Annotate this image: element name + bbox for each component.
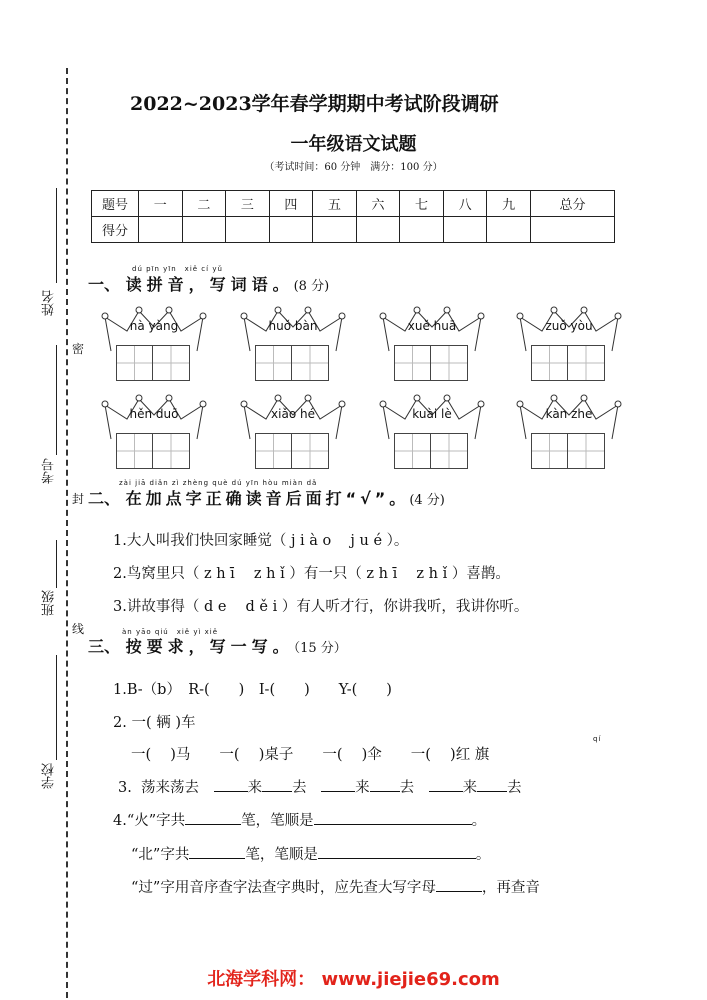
q3-lai: 来 (462, 780, 478, 796)
q3-label: 3. 荡来荡去 (118, 780, 200, 796)
col-9: 九 (487, 191, 531, 217)
q4c-text: “过”字用音序查字法查字典时，应先查大写字母 (131, 880, 436, 896)
score-cell[interactable] (139, 217, 183, 243)
pinyin-label: nà yàng (129, 319, 179, 333)
section3-q4c (131, 876, 540, 897)
tianzige-grid[interactable] (394, 345, 468, 381)
class-label: 班级 (42, 590, 57, 616)
exam-no-label: 考号 (42, 458, 57, 484)
footer-watermark: 北海学科网： www.jiejie69.com (207, 969, 500, 990)
blank[interactable] (318, 844, 476, 859)
writing-cell[interactable] (431, 345, 468, 381)
pinyin-label: xuě huā (407, 319, 457, 333)
section3-pinyin: àn yāo qiú xiě yì xiě (122, 628, 219, 636)
blank[interactable] (189, 844, 245, 859)
question-no-label: 题号 (92, 191, 139, 217)
blank[interactable] (185, 810, 241, 825)
section3-number: 三、 (88, 637, 121, 656)
section3-q2: 2. 一( 辆 )车 (113, 715, 196, 731)
section1-number: 一、 (88, 275, 121, 294)
tianzige-grid[interactable] (394, 433, 468, 469)
q3-lai: 来 (355, 780, 370, 796)
pinyin-label: hěn duō (129, 407, 179, 421)
q3-qu: 去 (507, 780, 522, 796)
score-cell[interactable] (313, 217, 357, 243)
table-row (92, 191, 615, 217)
col-4: 四 (269, 191, 313, 217)
q3-qu: 去 (399, 780, 415, 796)
section1-heading (88, 272, 329, 295)
q4b-text: “北”字共 (131, 847, 190, 863)
score-cell[interactable] (269, 217, 313, 243)
score-label: 得分 (92, 217, 139, 243)
class-line (56, 540, 57, 588)
col-3: 三 (226, 191, 270, 217)
tianzige-grid[interactable] (531, 433, 605, 469)
blank[interactable] (370, 777, 400, 792)
school-line (56, 655, 57, 760)
writing-cell[interactable] (394, 345, 431, 381)
paper-subtitle: 一年级语文试题 (290, 134, 417, 155)
name-line (56, 188, 57, 283)
seal-xian: 线 (72, 622, 85, 636)
col-1: 一 (139, 191, 183, 217)
tianzige-grid[interactable] (116, 345, 190, 381)
writing-cell[interactable] (394, 433, 431, 469)
score-cell[interactable] (443, 217, 487, 243)
section3-q2-items: 一( )马 一( )桌子 一( )伞 一( )红 旗 (131, 747, 490, 763)
score-cell[interactable] (356, 217, 400, 243)
tianzige-grid[interactable] (531, 345, 605, 381)
blank[interactable] (429, 777, 463, 792)
seal-mi: 密 (72, 342, 85, 356)
section3-q4a (113, 809, 486, 830)
writing-cell[interactable] (292, 433, 329, 469)
section2-pinyin: zài jiā diǎn zì zhèng què dú yīn hòu miàn dǎ (119, 479, 318, 487)
writing-cell[interactable] (153, 433, 190, 469)
section3-title: 按要求，写一写。 (125, 637, 294, 656)
q4b-bi: 笔，笔顺是 (245, 847, 318, 863)
section1-score: (8 分) (293, 279, 330, 294)
writing-cell[interactable] (431, 433, 468, 469)
seal-feng: 封 (72, 492, 85, 506)
tianzige-grid[interactable] (255, 433, 329, 469)
blank[interactable] (214, 777, 248, 792)
exam-note: （考试时间：60 分钟 满分：100 分） (264, 162, 443, 173)
q3-lai: 来 (247, 780, 263, 796)
tianzige-grid[interactable] (116, 433, 190, 469)
writing-cell[interactable] (255, 345, 292, 381)
binding-dashed-line (66, 68, 68, 998)
writing-cell[interactable] (292, 345, 329, 381)
score-cell[interactable] (400, 217, 444, 243)
section2-q3: 3.讲故事得（ d e d ě i ）有人听才行，你讲我听，我讲你听。 (113, 599, 529, 615)
section3-q1: 1.B-（b） R-( ) I-( ) Y-( ) (113, 682, 392, 698)
section3-q2-pinyin: qí (593, 735, 602, 743)
q4a-bi: 笔，笔顺是 (241, 813, 314, 829)
writing-cell[interactable] (116, 433, 153, 469)
section1-pinyin: dú pīn yīn xiě cí yǔ (132, 265, 223, 273)
section1-title: 读拼音，写词语。 (125, 275, 294, 294)
blank[interactable] (314, 810, 472, 825)
section2-heading (88, 486, 445, 509)
section3-q3 (118, 776, 522, 797)
pinyin-label: zuǒ yòu (545, 319, 593, 333)
score-cell[interactable] (182, 217, 226, 243)
q4a-text: 4.“火”字共 (113, 813, 186, 829)
writing-cell[interactable] (116, 345, 153, 381)
writing-cell[interactable] (568, 433, 605, 469)
section2-title: 在加点字正确读音后面打“√”。 (125, 489, 410, 508)
section2-q1: 1.大人叫我们快回家睡觉（ j i à o j u é ）。 (113, 533, 409, 549)
score-table (91, 190, 615, 243)
page-title: 2022~2023学年春学期期中考试阶段调研 (130, 93, 499, 115)
blank[interactable] (477, 777, 507, 792)
col-total: 总分 (530, 191, 614, 217)
blank[interactable] (321, 777, 355, 792)
section3-q4b (131, 843, 490, 864)
writing-cell[interactable] (531, 345, 568, 381)
blank[interactable] (262, 777, 292, 792)
pinyin-label: xiǎo hé (271, 407, 315, 421)
writing-cell[interactable] (568, 345, 605, 381)
q3-qu: 去 (292, 780, 307, 796)
writing-cell[interactable] (153, 345, 190, 381)
table-row (92, 217, 615, 243)
col-8: 八 (443, 191, 487, 217)
col-5: 五 (313, 191, 357, 217)
q4c-tail: ，再查音 (481, 880, 540, 896)
score-cell[interactable] (226, 217, 270, 243)
blank[interactable] (436, 877, 482, 892)
section2-number: 二、 (88, 489, 121, 508)
tianzige-grid[interactable] (255, 345, 329, 381)
col-7: 七 (400, 191, 444, 217)
section3-heading (88, 634, 347, 657)
pinyin-label: huǒ bàn (268, 319, 318, 333)
school-label: 学校 (42, 763, 57, 789)
section2-score: (4 分) (409, 493, 445, 508)
exam-no-line (56, 345, 57, 455)
name-label: 姓名 (42, 290, 57, 316)
col-6: 六 (356, 191, 400, 217)
writing-cell[interactable] (255, 433, 292, 469)
col-2: 二 (182, 191, 226, 217)
score-cell[interactable] (487, 217, 531, 243)
score-cell[interactable] (530, 217, 614, 243)
q4a-end: 。 (471, 813, 487, 829)
section2-q2: 2.鸟窝里只（ z h ī z h ǐ ）有一只（ z h ī z h ǐ ）喜鹊。 (113, 566, 510, 582)
pinyin-label: kàn zhe (545, 407, 593, 421)
q4b-end: 。 (475, 847, 491, 863)
section3-score: （15 分） (293, 641, 347, 656)
pinyin-label: kuài lè (412, 407, 452, 421)
writing-cell[interactable] (531, 433, 568, 469)
